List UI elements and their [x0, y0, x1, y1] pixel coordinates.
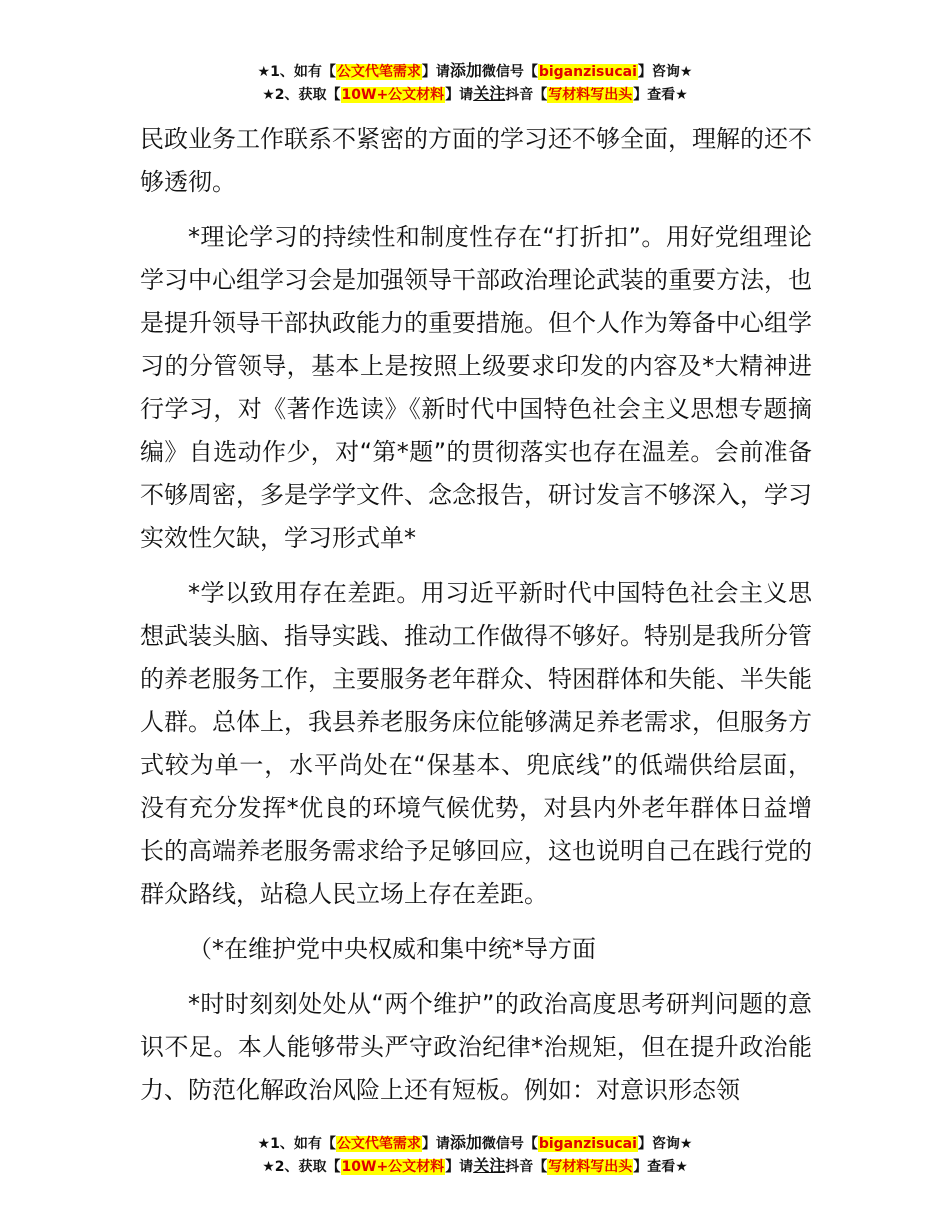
banner-highlight: 写材料写出头	[548, 1159, 633, 1175]
footer-banner-line-2	[0, 1155, 950, 1178]
header-banner-line-2	[0, 83, 950, 106]
banner-highlight: 写材料写出头	[548, 87, 633, 103]
banner-emphasis: 添加	[449, 1133, 482, 1152]
paragraph-3: *学以致用存在差距。用习近平新时代中国特色社会主义思想武装头脑、指导实践、推动工作做得不够好。特别是我所分管的养老服务工作，主要服务老年群众、特困群体和失能、半失能人群。总体上，我县养老服务床位能够满足养老需求，但服务方式较为单一，水平尚处在“保基本、兜底线”的低端供给层面，没有充分发挥*优良的环境气候优势，对县内外老年群体日益增长的高端养老服务需求给予足够回应，这也说明自己在践行党的群众路线，站稳人民立场上存在差距。	[140, 579, 812, 908]
banner-highlight: biganzisucai	[538, 64, 637, 80]
banner-text: 微信号【	[481, 64, 538, 80]
banner-emphasis: 关注	[473, 1156, 506, 1175]
document-body	[140, 118, 812, 1124]
paragraph-2: *理论学习的持续性和制度性存在“打折扣”。用好党组理论学习中心组学习会是加强领导干部政治理论武装的重要方法，也是提升领导干部执政能力的重要措施。但个人作为筹备中心组学习的分管领导，基本上是按照上级要求印发的内容及*大精神进行学习，对《著作选读》《新时代中国特色社会主义思想专题摘编》自选动作少，对“第*题”的贯彻落实也存在温差。会前准备不够周密，多是学学文件、念念报告，研讨发言不够深入，学习实效性欠缺，学习形式单*	[140, 223, 812, 552]
banner-text: ★1、如有【	[257, 1136, 336, 1152]
footer-banner	[0, 1132, 950, 1178]
banner-text: 抖音【	[505, 87, 548, 103]
banner-text: 】查看★	[633, 1159, 688, 1175]
banner-text: 】请	[421, 1136, 450, 1152]
banner-text: 】请	[445, 87, 474, 103]
header-banner-line-1	[0, 60, 950, 83]
banner-highlight: 公文代笔需求	[336, 1136, 421, 1152]
banner-emphasis: 关注	[473, 84, 506, 103]
banner-text: ★2、获取【	[262, 87, 341, 103]
banner-emphasis: 添加	[449, 61, 482, 80]
paragraph-5: *时时刻刻处处从“两个维护”的政治高度思考研判问题的意识不足。本人能够带头严守政治纪律*治规矩，但在提升政治能力、防范化解政治风险上还有短板。例如：对意识形态领	[140, 990, 812, 1104]
banner-text: ★2、获取【	[262, 1159, 341, 1175]
paragraph-1: 民政业务工作联系不紧密的方面的学习还不够全面，理解的还不够透彻。	[140, 125, 812, 196]
banner-text: 抖音【	[505, 1159, 548, 1175]
section-heading: （*在维护党中央权威和集中统*导方面	[188, 935, 596, 963]
banner-highlight: biganzisucai	[538, 1136, 637, 1152]
header-banner	[0, 60, 950, 106]
banner-text: 】查看★	[633, 87, 688, 103]
banner-text: 】咨询★	[637, 64, 693, 80]
banner-text: 】请	[421, 64, 450, 80]
banner-text: 微信号【	[481, 1136, 538, 1152]
banner-highlight: 10W+公文材料	[341, 1159, 445, 1175]
banner-text: ★1、如有【	[257, 64, 336, 80]
banner-text: 】请	[445, 1159, 474, 1175]
banner-highlight: 公文代笔需求	[336, 64, 421, 80]
banner-text: 】咨询★	[637, 1136, 693, 1152]
banner-highlight: 10W+公文材料	[341, 87, 445, 103]
footer-banner-line-1	[0, 1132, 950, 1155]
